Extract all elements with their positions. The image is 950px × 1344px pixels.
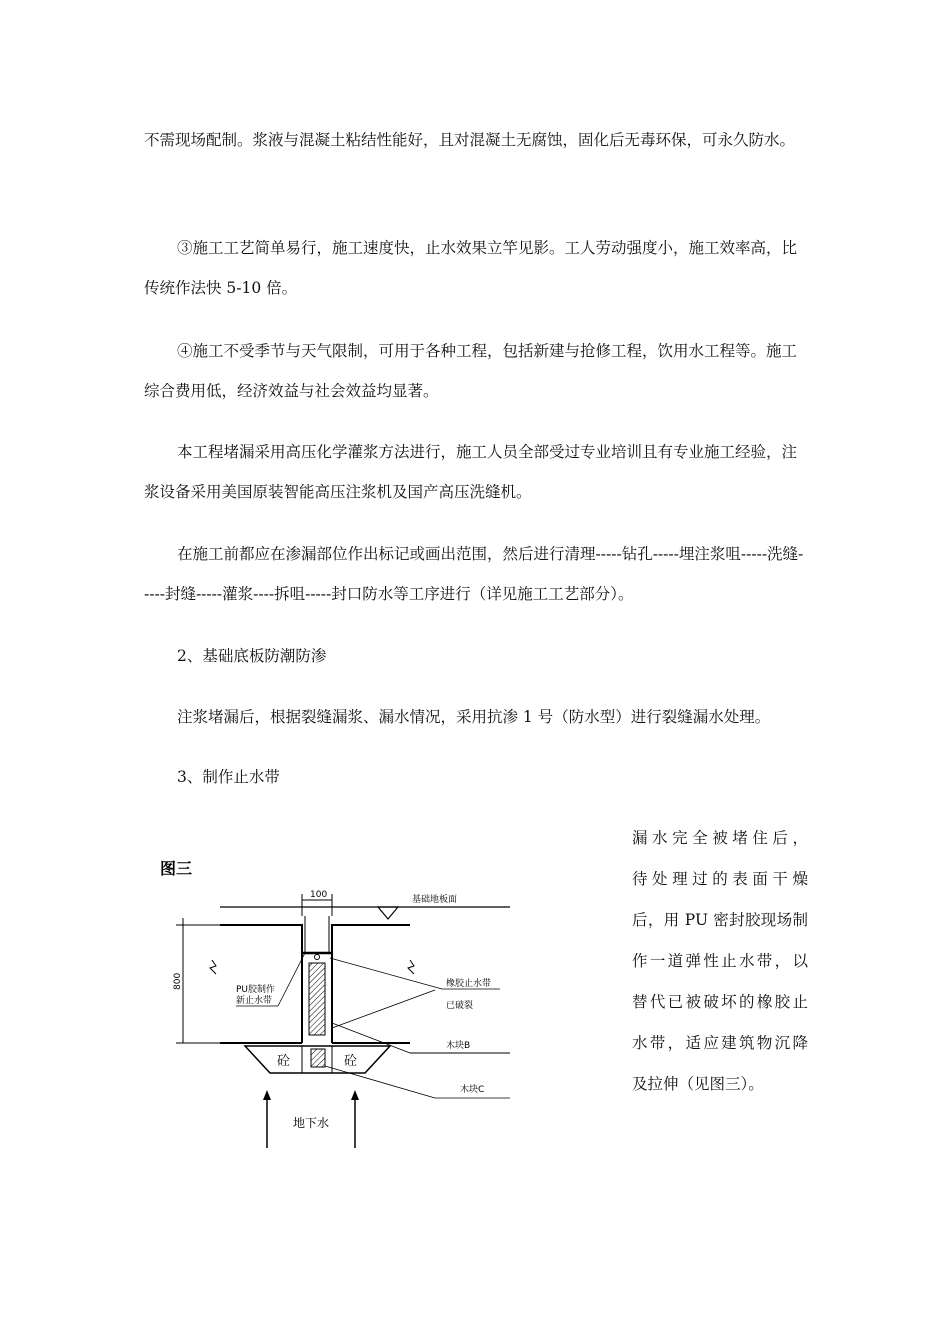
break-symbol-right [408,960,414,974]
floor-marker-icon [378,907,398,919]
side-line-6: 水带，适应建筑物沉降 [632,1034,808,1052]
right-slab-edge [332,925,410,1043]
paragraph-section-2: 注浆堵漏后，根据裂缝漏浆、漏水情况，采用抗渗 1 号（防水型）进行裂缝漏水处理。 [177,708,771,726]
paragraph-method: 本工程堵漏采用高压化学灌浆方法进行，施工人员全部受过专业培训且有专业施工经验，注浆设备采用美国原装智能高压注浆机及国产高压洗缝机。 [144,443,798,501]
arrow-head-right-icon [351,1090,359,1100]
label-concrete-right: 砼 [344,1054,358,1069]
heading-section-3: 3、制作止水带 [177,768,280,786]
side-line-7: 及拉伸（见图三）。 [632,1075,764,1093]
leader-block-b [332,1023,410,1053]
label-floor: 基础地板面 [412,895,458,905]
paragraph-advantage-4: ④施工不受季节与天气限制，可用于各种工程，包括新建与抢修工程，饮用水工程等。施工综合费用低，经济效益与社会效益均显著。 [144,342,798,400]
arrow-head-left-icon [263,1090,271,1100]
dim-width-label: 100 [310,890,328,900]
label-broken: 已破裂 [446,1001,474,1011]
side-line-3: 后，用 PU 密封胶现场制 [632,911,808,929]
label-block-c: 木块C [460,1085,485,1095]
side-line-1: 漏水完全被堵住后， [632,829,808,847]
label-concrete-left: 砼 [277,1054,291,1069]
paragraph-material-properties: 不需现场配制。浆液与混凝土粘结性能好，且对混凝土无腐蚀，固化后无毒环保，可永久防水。 [144,131,796,149]
label-rubber-waterstop: 橡胶止水带 [446,979,492,989]
leader-block-c [325,1066,435,1098]
leader-pu [278,953,305,1006]
wood-block-c [311,1049,325,1067]
label-pu-line2: 新止水带 [236,996,273,1006]
label-groundwater: 地下水 [293,1116,330,1130]
paragraph-procedure: 在施工前都应在渗漏部位作出标记或画出范围，然后进行清理-----钻孔-----埋注浆咀-----洗缝-----封缝-----灌浆----拆咀-----封口防水等工序进行（详见施工工艺部分）。 [144,545,804,603]
dim-height-label: 800 [173,972,183,990]
left-slab-edge [220,925,302,1043]
wood-block-b [309,963,325,1035]
side-line-2: 待处理过的表面干燥 [632,870,808,888]
sealant-backing-rod [315,955,320,960]
waterstop-diagram-svg [150,848,530,1153]
figure-title: 图三 [160,859,193,878]
side-line-5: 替代已被破坏的橡胶止 [632,993,808,1011]
side-line-4: 作一道弹性止水带，以 [632,952,808,970]
label-block-b: 木块B [446,1041,471,1051]
leader-broken [332,990,435,1028]
label-pu-line1: PU胶制作 [236,985,276,995]
figure-waterstop-diagram [150,848,530,1153]
break-symbol-left [210,960,216,974]
leader-rubber [330,958,442,989]
heading-section-2: 2、基础底板防潮防渗 [177,647,327,665]
paragraph-advantage-3: ③施工工艺简单易行，施工速度快，止水效果立竿见影。工人劳动强度小，施工效率高，比传统作法快 5-10 倍。 [144,239,798,297]
paragraph-section-3-side [632,818,808,1105]
